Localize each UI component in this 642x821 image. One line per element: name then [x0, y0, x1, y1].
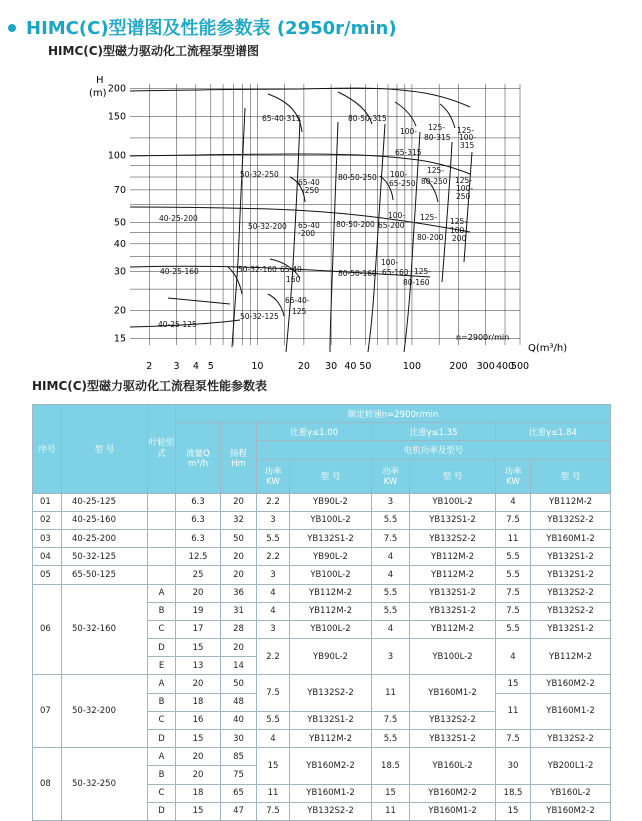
table-cell: 40	[221, 711, 257, 729]
impeller-header: 叶轮型式	[148, 405, 176, 494]
x-tick-label: 10	[251, 361, 264, 372]
sg1-header: 比重γ≤1.00	[257, 423, 372, 441]
y-tick-label: 200	[107, 83, 126, 95]
x-tick-label: 2	[146, 361, 153, 372]
region-border-6	[442, 142, 452, 282]
table-cell: 47	[221, 802, 257, 820]
pump-model-label: 80-250	[421, 177, 448, 186]
table-cell: 5.5	[257, 711, 290, 729]
table-cell: 6.3	[176, 511, 221, 529]
pump-model-label: 100-	[388, 211, 406, 220]
pump-model-label: 80-50-250	[338, 173, 377, 182]
pump-model-label: 100-	[400, 127, 418, 136]
table-cell: 5.5	[496, 620, 531, 638]
pump-model-label: 40-25-125	[158, 320, 197, 329]
pump-model-label: 50-32-200	[248, 222, 287, 231]
table-cell: C	[148, 620, 176, 638]
x-axis-label: Q(m³/h)	[528, 343, 568, 354]
pump-model-label: 125-	[427, 166, 445, 175]
x-tick-label: 20	[297, 361, 310, 372]
table-cell: YB160M2-2	[410, 784, 496, 802]
table-cell: 7.5	[257, 802, 290, 820]
y-tick-label: 20	[113, 305, 126, 317]
curve-a	[268, 94, 302, 132]
x-tick-label: 500	[510, 361, 530, 372]
table-cell: YB90L-2	[290, 639, 372, 675]
table-cell: YB132S2-2	[290, 675, 372, 711]
table-cell: YB132S1-2	[410, 511, 496, 529]
table-cell: YB100L-2	[410, 639, 496, 675]
pump-model-label: 80-160	[403, 278, 430, 287]
power-header-3: 功率 KW	[496, 459, 531, 493]
table-cell: 18	[176, 693, 221, 711]
region-border-7	[464, 152, 472, 262]
table-cell: 18.5	[496, 784, 531, 802]
table-cell: B	[148, 693, 176, 711]
table-cell: 02	[33, 511, 62, 529]
model-header: 型 号	[62, 405, 148, 494]
pump-model-label: -250	[302, 186, 320, 195]
table-cell: 5.5	[372, 584, 410, 602]
table-cell: YB132S1-2	[290, 711, 372, 729]
table-cell: 15	[496, 675, 531, 693]
table-row	[33, 675, 611, 693]
table-cell	[148, 548, 176, 566]
table-cell: 7.5	[372, 529, 410, 547]
pump-model-label: 125-	[455, 176, 473, 185]
table-cell: YB112M-2	[290, 602, 372, 620]
table-cell: YB132S2-2	[531, 602, 611, 620]
pump-model-label: 80-50-315	[348, 114, 387, 123]
table-cell: 7.5	[496, 511, 531, 529]
pump-model-label: 125-	[414, 267, 432, 276]
table-cell: D	[148, 802, 176, 820]
pump-model-label: 80-200	[417, 233, 444, 242]
table-cell: 65-50-125	[62, 566, 148, 584]
pump-model-label: 80-50-200	[336, 220, 375, 229]
table-cell: YB90L-2	[290, 493, 372, 511]
table-cell: 4	[372, 548, 410, 566]
table-cell: 14	[221, 657, 257, 675]
table-cell: 19	[176, 602, 221, 620]
table-cell: 75	[221, 766, 257, 784]
table-cell: 4	[496, 493, 531, 511]
table-cell: YB132S2-2	[531, 584, 611, 602]
table-row	[33, 511, 611, 529]
bullet-icon	[8, 24, 16, 32]
table-cell: 20	[176, 584, 221, 602]
table-cell: 11	[372, 675, 410, 711]
pump-model-label: -200	[298, 229, 316, 238]
table-cell: D	[148, 639, 176, 657]
table-cell: YB160M2-2	[531, 675, 611, 693]
pump-performance-chart	[0, 62, 642, 374]
table-cell: YB200L1-2	[531, 748, 611, 784]
table-cell: 20	[176, 766, 221, 784]
table-cell: 31	[221, 602, 257, 620]
y-tick-label: 150	[107, 111, 126, 123]
table-cell: A	[148, 748, 176, 766]
pump-model-label: 315	[460, 141, 475, 150]
table-cell: 11	[372, 802, 410, 820]
table-cell: YB160M2-2	[531, 802, 611, 820]
table-cell	[148, 511, 176, 529]
x-tick-label: 5	[207, 361, 214, 372]
table-cell: 50-32-160	[62, 584, 148, 675]
table-cell: 4	[257, 584, 290, 602]
table-cell: 01	[33, 493, 62, 511]
table-cell: 20	[221, 566, 257, 584]
pump-model-label: 125-	[428, 123, 446, 132]
x-tick-label: 200	[449, 361, 468, 372]
table-cell: A	[148, 584, 176, 602]
table-cell: YB160M1-2	[410, 675, 496, 711]
table-cell: 6.3	[176, 529, 221, 547]
table-cell: 3	[372, 639, 410, 675]
table-cell: 28	[221, 620, 257, 638]
pump-model-label: 65-315	[395, 148, 422, 157]
type-header-2: 型 号	[410, 459, 496, 493]
type-header-1: 型 号	[290, 459, 372, 493]
power-header-1: 功率 KW	[257, 459, 290, 493]
pump-model-label: 100-	[450, 226, 468, 235]
table-cell: 6.3	[176, 493, 221, 511]
table-cell: 50	[221, 675, 257, 693]
table-cell: 11	[257, 784, 290, 802]
table-cell: 2.2	[257, 493, 290, 511]
table-cell: 5.5	[372, 511, 410, 529]
table-cell: 15	[176, 730, 221, 748]
table-cell: YB100L-2	[290, 511, 372, 529]
pump-model-label: 65-40	[298, 178, 320, 187]
table-cell: YB112M-2	[410, 548, 496, 566]
performance-table	[32, 404, 611, 821]
table-cell: 03	[33, 529, 62, 547]
table-cell: YB100L-2	[290, 620, 372, 638]
flow-header: 流量Q m³/h	[176, 423, 221, 493]
table-cell: YB132S1-2	[531, 620, 611, 638]
table-cell: YB112M-2	[290, 584, 372, 602]
pump-model-label: 100-	[390, 170, 408, 179]
motor-header: 电机功率及型号	[257, 441, 611, 459]
pump-model-label: 65-160	[382, 268, 409, 277]
x-tick-label: 3	[173, 361, 180, 372]
table-cell: 15	[372, 784, 410, 802]
curve-j	[168, 298, 230, 304]
table-cell: 4	[257, 602, 290, 620]
table-cell: YB160M1-2	[290, 784, 372, 802]
table-cell: 50-32-125	[62, 548, 148, 566]
table-cell: 7.5	[257, 675, 290, 711]
sg3-header: 比重γ≤1.84	[496, 423, 611, 441]
table-cell: 3	[257, 620, 290, 638]
table-header	[33, 405, 611, 494]
table-cell: 2.2	[257, 548, 290, 566]
table-cell: 17	[176, 620, 221, 638]
table-cell: YB160M1-2	[531, 529, 611, 547]
region-border-4	[368, 124, 385, 352]
x-tick-label: 50	[359, 361, 372, 372]
table-cell: YB132S1-2	[290, 529, 372, 547]
table-cell: C	[148, 784, 176, 802]
y-tick-label: 100	[107, 150, 126, 162]
table-cell	[148, 493, 176, 511]
table-cell: 4	[372, 620, 410, 638]
table-cell: 40-25-125	[62, 493, 148, 511]
table-cell: 50	[221, 529, 257, 547]
y-tick-labels	[108, 84, 126, 345]
table-cell: YB160L-2	[410, 748, 496, 784]
table-cell: YB160L-2	[531, 784, 611, 802]
table-cell: 07	[33, 675, 62, 748]
table-cell: 7.5	[496, 602, 531, 620]
pump-model-label: 65-40-315	[262, 114, 301, 123]
x-tick-label: 30	[325, 361, 338, 372]
y-tick-label: 70	[113, 184, 126, 196]
table-cell: 15	[176, 639, 221, 657]
table-cell: 20	[176, 748, 221, 766]
power-header-2: 功率 KW	[372, 459, 410, 493]
speed-header: 额定转速n=2900r/min	[176, 405, 611, 423]
y-axis-label: H	[96, 75, 104, 86]
x-tick-labels	[146, 361, 529, 372]
x-tick-label: 4	[192, 361, 199, 372]
table-cell	[148, 529, 176, 547]
table-cell: 25	[176, 566, 221, 584]
table-cell: YB100L-2	[290, 566, 372, 584]
table-cell: 12.5	[176, 548, 221, 566]
pump-model-label: 125-	[420, 213, 438, 222]
y-tick-label: 50	[113, 217, 126, 229]
pump-model-label: 100-	[381, 258, 399, 267]
table-cell: YB160M1-2	[531, 693, 611, 729]
table-cell: YB132S2-2	[531, 730, 611, 748]
table-cell: 65	[221, 784, 257, 802]
pump-model-label: 50-32-250	[240, 170, 279, 179]
pump-model-label: 200	[452, 234, 467, 243]
pump-model-label: 65-250	[389, 179, 416, 188]
table-cell: 18.5	[372, 748, 410, 784]
pump-model-label: 50-32-125	[240, 312, 279, 321]
pump-model-label: 65-200	[378, 221, 405, 230]
table-cell: 7.5	[372, 711, 410, 729]
pump-model-label: 65-40-	[280, 265, 305, 274]
x-tick-label: 400	[495, 361, 515, 372]
curve-c	[395, 102, 416, 126]
table-subtitle: HIMC(C)型磁力驱动化工流程泵性能参数表	[32, 379, 268, 393]
table-cell: 85	[221, 748, 257, 766]
table-cell: 36	[221, 584, 257, 602]
table-cell: 5.5	[257, 529, 290, 547]
table-cell: YB112M-2	[531, 639, 611, 675]
table-cell: 11	[496, 529, 531, 547]
table-cell: 08	[33, 748, 62, 821]
top-envelope-curve	[130, 88, 470, 107]
x-tick-label: 100	[402, 361, 422, 372]
x-tick-label: 40	[344, 361, 357, 372]
table-cell: 3	[257, 511, 290, 529]
table-row	[33, 748, 611, 766]
x-tick-label: 300	[476, 361, 495, 372]
table-cell: 5.5	[496, 566, 531, 584]
chart-subtitle: HIMC(C)型磁力驱动化工流程泵型谱图	[48, 44, 260, 58]
table-cell: 30	[221, 730, 257, 748]
table-cell: 32	[221, 511, 257, 529]
table-cell: 04	[33, 548, 62, 566]
table-cell: YB112M-2	[410, 566, 496, 584]
table-cell: YB112M-2	[531, 493, 611, 511]
table-cell: 20	[176, 675, 221, 693]
table-cell: 30	[496, 748, 531, 784]
table-cell: YB90L-2	[290, 548, 372, 566]
table-cell: 7.5	[496, 730, 531, 748]
table-cell: E	[148, 657, 176, 675]
table-cell: YB132S2-2	[531, 511, 611, 529]
table-cell: YB132S2-2	[410, 711, 496, 729]
table-cell: 20	[221, 639, 257, 657]
pump-model-label: 100-	[459, 133, 477, 142]
pump-model-label: 100-	[456, 184, 474, 193]
table-cell: 4	[372, 566, 410, 584]
table-cell: 5.5	[496, 548, 531, 566]
sg2-header: 比重γ≤1.35	[372, 423, 496, 441]
table-cell: 5.5	[372, 602, 410, 620]
table-cell: 06	[33, 584, 62, 675]
table-cell: 48	[221, 693, 257, 711]
pump-model-label: 125	[292, 307, 307, 316]
table-cell: YB112M-2	[290, 730, 372, 748]
seq-header: 序号	[33, 405, 62, 494]
table-cell: YB160M1-2	[410, 802, 496, 820]
table-cell: 5.5	[372, 730, 410, 748]
pump-model-label: 80-315	[424, 133, 451, 142]
pump-model-label: 160	[286, 275, 301, 284]
table-row	[33, 566, 611, 584]
table-cell: 15	[496, 802, 531, 820]
table-cell: 15	[176, 802, 221, 820]
table-cell: 15	[257, 748, 290, 784]
table-cell: 13	[176, 657, 221, 675]
table-cell: 16	[176, 711, 221, 729]
page-title: HIMC(C)型谱图及性能参数表 (2950r/min)	[8, 14, 397, 40]
table-cell: 3	[372, 493, 410, 511]
pump-model-label: 65-40-	[285, 296, 310, 305]
table-row	[33, 493, 611, 511]
table-body	[33, 493, 611, 820]
y-tick-label: 15	[113, 333, 126, 345]
table-cell: A	[148, 675, 176, 693]
pump-model-label: 250	[456, 192, 471, 201]
table-cell: 2.2	[257, 639, 290, 675]
table-cell: 40-25-160	[62, 511, 148, 529]
table-cell: YB100L-2	[410, 493, 496, 511]
y-axis-unit: (m)	[89, 88, 107, 99]
table-cell	[148, 566, 176, 584]
table-cell: YB132S2-2	[410, 529, 496, 547]
table-cell: YB132S1-2	[410, 602, 496, 620]
table-cell: D	[148, 730, 176, 748]
pump-model-labels	[158, 114, 476, 329]
y-tick-label: 40	[113, 238, 126, 250]
table-cell: B	[148, 766, 176, 784]
pump-model-label: 80-50-160	[338, 269, 377, 278]
table-cell: 40-25-200	[62, 529, 148, 547]
mid-envelope-curve	[130, 154, 470, 174]
table-row	[33, 529, 611, 547]
table-cell: 18	[176, 784, 221, 802]
table-cell: 50-32-200	[62, 675, 148, 748]
table-cell: YB132S1-2	[410, 730, 496, 748]
table-cell: YB132S1-2	[410, 584, 496, 602]
pump-model-label: 50-32-160	[238, 265, 277, 274]
pump-model-label: 40-25-200	[159, 214, 198, 223]
head-header: 扬程 Hm	[221, 423, 257, 493]
table-cell: C	[148, 711, 176, 729]
pump-model-label: 125-	[450, 217, 468, 226]
table-row	[33, 548, 611, 566]
table-cell: 3	[257, 566, 290, 584]
table-cell: 50-32-250	[62, 748, 148, 821]
table-cell: 4	[257, 730, 290, 748]
table-cell: 05	[33, 566, 62, 584]
pump-model-label: 125-	[457, 126, 475, 135]
table-cell: B	[148, 602, 176, 620]
table-cell: YB132S1-2	[531, 566, 611, 584]
table-row	[33, 584, 611, 602]
speed-note: n=2900r/min	[456, 333, 510, 342]
table-cell: YB132S2-2	[290, 802, 372, 820]
table-cell: 7.5	[496, 584, 531, 602]
table-cell: 20	[221, 548, 257, 566]
table-cell: 20	[221, 493, 257, 511]
table-cell: YB132S1-2	[531, 548, 611, 566]
table-cell: YB112M-2	[410, 620, 496, 638]
y-tick-label: 30	[113, 266, 126, 278]
pump-model-label: 40-25-160	[160, 267, 199, 276]
table-cell: 4	[496, 639, 531, 675]
table-cell: YB160M2-2	[290, 748, 372, 784]
type-header-3: 型 号	[531, 459, 611, 493]
pump-model-label: 65-40	[298, 221, 320, 230]
table-cell: 11	[496, 693, 531, 729]
